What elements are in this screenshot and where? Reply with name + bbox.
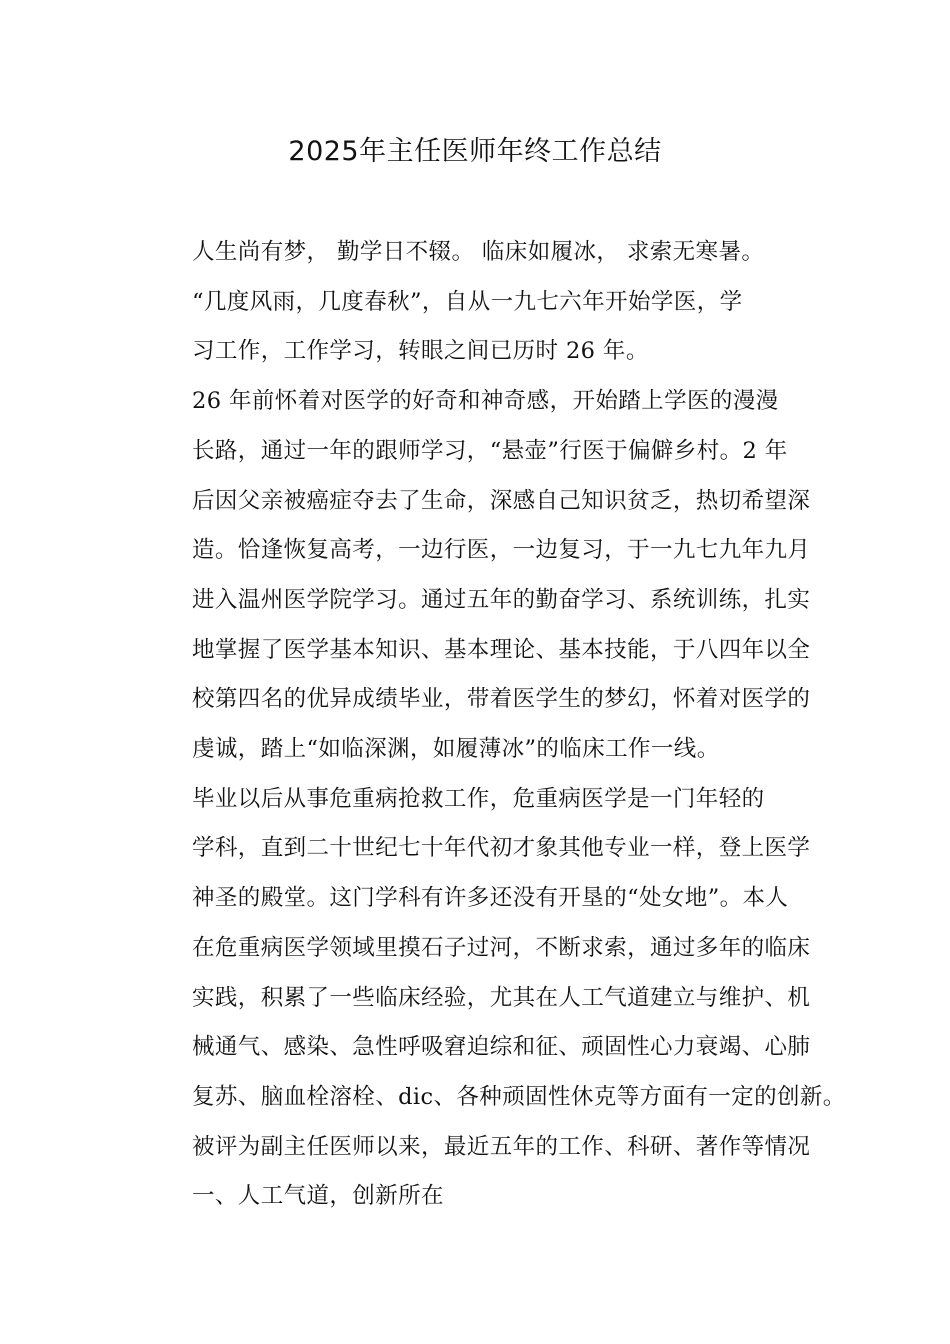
text-line: 实践，积累了一些临床经验，尤其在人工气道建立与维护、机	[192, 984, 811, 1011]
text-line: 一、人工气道，创新所在	[192, 1183, 444, 1210]
text-line: 械通气、感染、急性呼吸窘迫综和征、顽固性心力衰竭、心肺	[192, 1034, 811, 1061]
text-line: 毕业以后从事危重病抢救工作，危重病医学是一门年轻的	[192, 785, 765, 812]
text-line: 地掌握了医学基本知识、基本理论、基本技能，于八四年以全	[192, 636, 811, 663]
document-body	[145, 228, 846, 1222]
document-title: 2025年主任医师年终工作总结	[288, 136, 662, 167]
text-line: 校第四名的优异成绩毕业，带着医学生的梦幻，怀着对医学的	[192, 686, 811, 713]
text-line: 学科，直到二十世纪七十年代初才象其他专业一样，登上医学	[192, 835, 811, 862]
text-line: 复苏、脑血栓溶栓、dic、各种顽固性休克等方面有一定的创新。	[192, 1083, 846, 1110]
text-line: 后因父亲被癌症夺去了生命，深感自己知识贫乏，热切希望深	[192, 487, 811, 514]
paragraph-intro-verse	[145, 228, 815, 278]
paragraph-critical-care-work	[145, 775, 846, 1173]
section-heading-artificial-airway	[145, 1172, 815, 1222]
text-line: 虔诚，踏上“如临深渊，如履薄冰”的临床工作一线。	[192, 736, 720, 763]
text-line: 26 年前怀着对医学的好奇和神奇感，开始踏上学医的漫漫	[192, 388, 779, 415]
text-line: 习工作，工作学习，转眼之间已历时 26 年。	[192, 338, 649, 365]
paragraph-education-history	[145, 377, 815, 775]
text-line: 在危重病医学领域里摸石子过河，不断求索，通过多年的临床	[192, 934, 811, 961]
text-line: 进入温州医学院学习。通过五年的勤奋学习、系统训练，扎实	[192, 586, 811, 613]
paragraph-start-of-study	[145, 278, 815, 377]
text-line: 造。恰逢恢复高考，一边行医，一边复习，于一九七九年九月	[192, 537, 811, 564]
text-line: 被评为副主任医师以来，最近五年的工作、科研、著作等情况	[192, 1133, 811, 1160]
text-line: 长路，通过一年的跟师学习，“悬壶”行医于偏僻乡村。2 年	[192, 437, 788, 464]
text-line: 人生尚有梦， 勤学日不辍。 临床如履冰， 求索无寒暑。	[192, 239, 765, 265]
text-line: 神圣的殿堂。这门学科有许多还没有开垦的“处女地”。本人	[192, 885, 789, 912]
text-line: “几度风雨，几度春秋”，自从一九七六年开始学医，学	[192, 288, 743, 315]
